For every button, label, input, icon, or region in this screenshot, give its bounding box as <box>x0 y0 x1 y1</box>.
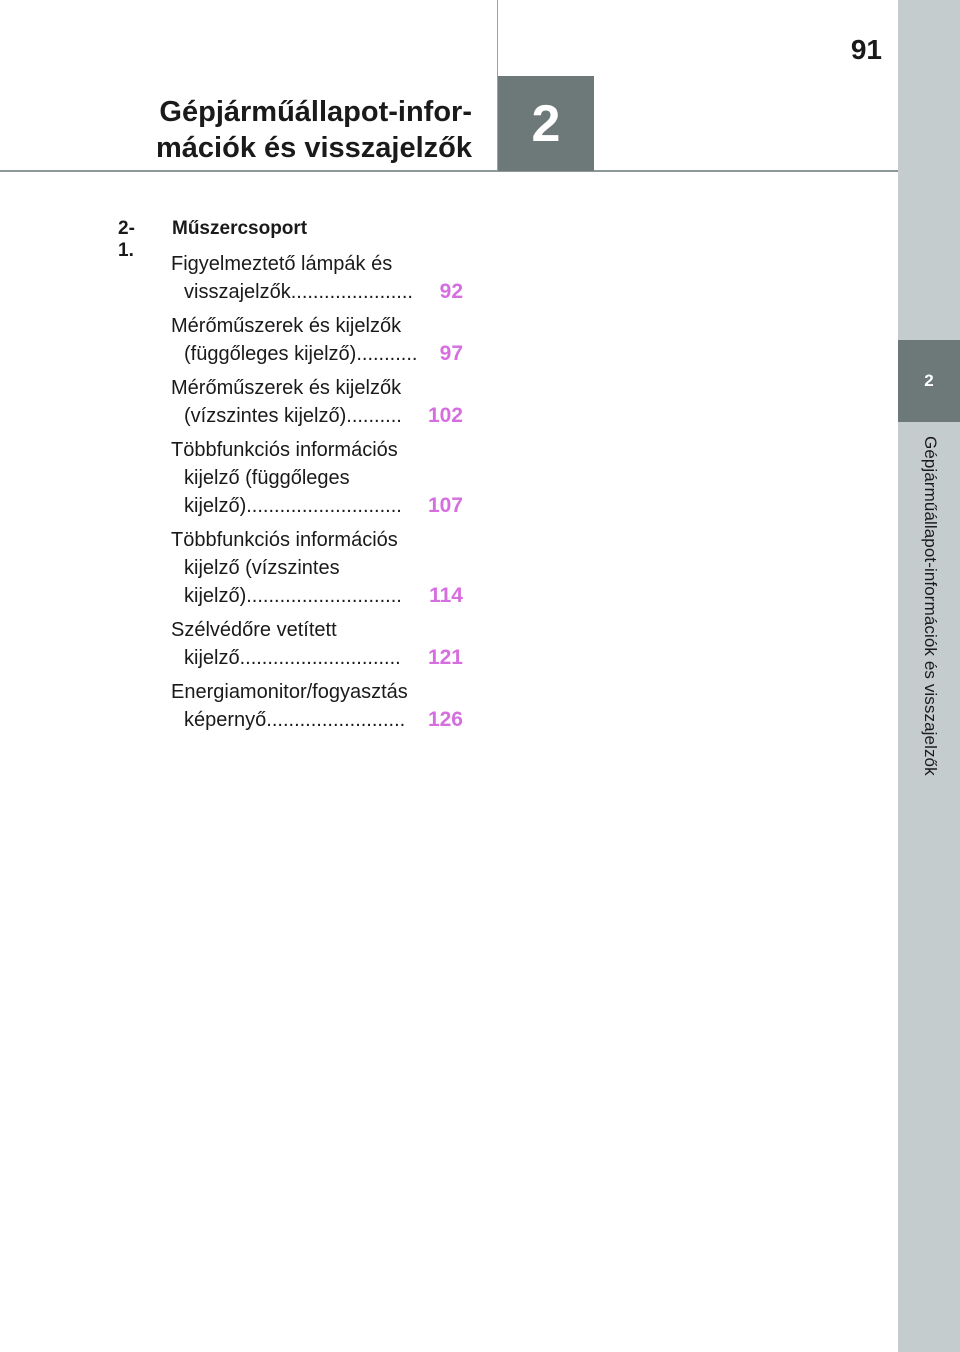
toc-entry-gauges-horizontal[interactable] <box>171 374 463 430</box>
side-chapter-number: 2 <box>924 371 934 390</box>
toc-entry-last-line <box>171 340 463 368</box>
toc-entry-last-text: képernyő <box>184 709 267 731</box>
page-number: 91 <box>850 34 882 65</box>
toc-entry-line: Többfunkciós információs <box>171 529 398 551</box>
toc-entry-line: kijelző (függőleges <box>184 467 350 489</box>
toc-entry-last-line <box>171 582 463 610</box>
toc-entry-line: kijelző (vízszintes <box>184 557 340 579</box>
toc-entry-page-link[interactable]: 126 <box>427 708 463 731</box>
toc-entry-last-text: kijelző) <box>184 585 247 607</box>
toc-entry-line: Figyelmeztető lámpák és <box>171 253 393 275</box>
toc-entry-dots: ............................. <box>239 647 401 669</box>
toc-entry-line: Szélvédőre vetített <box>171 619 337 641</box>
toc-entry-warning-lights[interactable] <box>171 250 463 306</box>
toc-entry-last-line <box>171 706 463 734</box>
toc-entry-last-line <box>171 278 463 306</box>
header-horizontal-divider <box>0 170 898 172</box>
toc-entry-mid-vertical[interactable] <box>171 436 463 520</box>
toc-entry-last-line <box>171 402 463 430</box>
toc-entry-line: Mérőműszerek és kijelzők <box>171 377 402 399</box>
side-chapter-tab[interactable] <box>898 340 960 422</box>
chapter-title-line-1: Gépjárműállapot-infor- <box>159 96 472 128</box>
chapter-number: 2 <box>531 94 561 153</box>
toc-entry-page-link[interactable]: 97 <box>439 342 463 365</box>
toc-entry-page-link[interactable]: 92 <box>439 280 463 303</box>
toc-entry-head-up-display[interactable] <box>171 616 463 672</box>
toc-entry-last-text: visszajelzők <box>184 281 291 303</box>
toc-entry-mid-horizontal[interactable] <box>171 526 463 610</box>
toc-entry-dots: ......................... <box>266 709 406 731</box>
toc-entry-line: Többfunkciós információs <box>171 439 398 461</box>
toc-entry-page-link[interactable]: 102 <box>427 404 463 427</box>
toc-entry-dots: ............................ <box>246 495 402 517</box>
toc-entry-line: Mérőműszerek és kijelzők <box>171 315 402 337</box>
toc-entry-last-line <box>171 492 463 520</box>
toc-entry-last-text: kijelző) <box>184 495 247 517</box>
toc-entry-dots: ...................... <box>290 281 413 303</box>
chapter-title-line-2: mációk és visszajelzők <box>156 132 472 164</box>
toc-entry-page-link[interactable]: 114 <box>429 584 463 607</box>
section-number: 2-1. <box>118 218 135 261</box>
section-title: Műszercsoport <box>172 218 308 239</box>
toc-entry-energy-monitor[interactable] <box>171 678 463 734</box>
toc-entry-last-line <box>171 644 463 672</box>
toc-entry-dots: ............................ <box>246 585 402 607</box>
toc-entry-last-text: (függőleges kijelző) <box>184 343 357 365</box>
toc-entry-last-text: (vízszintes kijelző) <box>184 405 347 427</box>
toc-entry-dots: .......... <box>346 405 402 427</box>
toc-entry-page-link[interactable]: 107 <box>427 494 463 517</box>
chapter-number-box <box>498 76 594 171</box>
side-chapter-label: Gépjárműállapot-információk és visszajelzők <box>921 436 940 776</box>
toc-entry-dots: ........... <box>356 343 418 365</box>
toc-entry-last-text: kijelző <box>184 647 240 669</box>
toc-entry-page-link[interactable]: 121 <box>427 646 463 669</box>
toc-entry-gauges-vertical[interactable] <box>171 312 463 368</box>
toc-entry-line: Energiamonitor/fogyasztás <box>171 681 408 703</box>
chapter-title <box>156 94 472 166</box>
